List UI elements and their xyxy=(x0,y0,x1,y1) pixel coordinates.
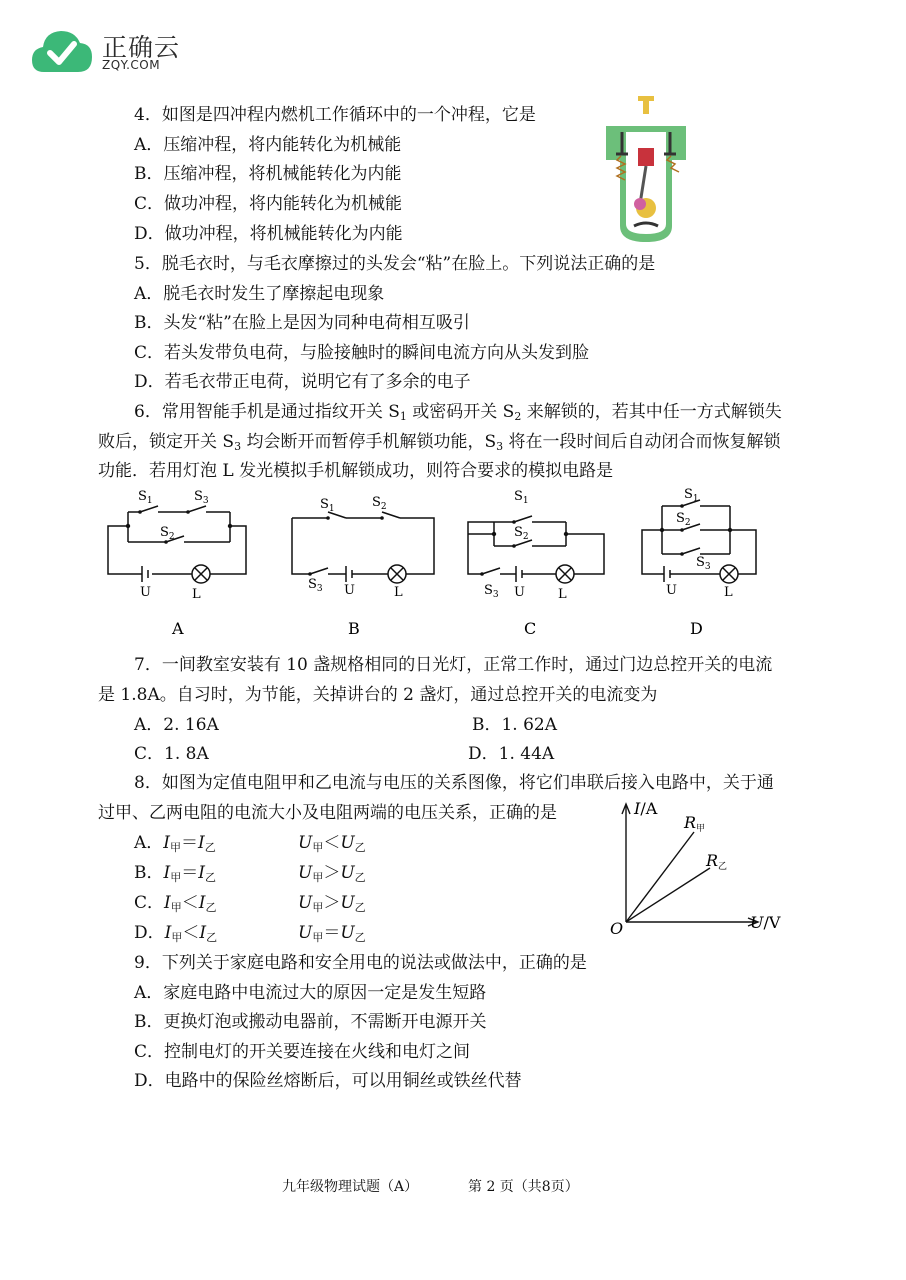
label-c-u: U xyxy=(514,585,525,600)
label-d-s2: $S_2$ xyxy=(676,511,691,528)
q7-option-c: C．1. 8A xyxy=(134,744,209,764)
line-r-jia xyxy=(626,832,694,922)
q7-option-d: D．1. 44A xyxy=(468,744,555,764)
circuit-label-b: B xyxy=(348,619,360,638)
q9-option-a: A．家庭电路中电流过大的原因一定是发生短路 xyxy=(134,983,487,1003)
q6-line-3: 功能．若用灯泡 L 发光模拟手机解锁成功，则符合要求的模拟电路是 xyxy=(98,461,614,481)
circuit-label-d: D xyxy=(690,619,703,638)
brand-domain: ZQY.COM xyxy=(102,58,161,72)
q6-line-1: 6．常用智能手机是通过指纹开关 $S_1$ 或密码开关 $S_2$ 来解锁的，若其中任一方式解锁失 xyxy=(134,402,782,423)
q7-option-a: A．2. 16A xyxy=(134,715,219,735)
label-b-u: U xyxy=(344,583,355,598)
origin-label: O xyxy=(610,919,624,938)
q4-option-b: B．压缩冲程，将机械能转化为内能 xyxy=(134,164,402,184)
q7-option-b: B．1. 62A xyxy=(472,715,558,735)
r-jia-label: R甲 xyxy=(684,813,706,834)
label-a-s3: $S_3$ xyxy=(194,489,209,506)
r-yi-label: R乙 xyxy=(706,851,728,872)
q5-stem: 5．脱毛衣时，与毛衣摩擦过的头发会“粘”在脸上。下列说法正确的是 xyxy=(134,254,656,274)
circuit-options-figure xyxy=(96,484,796,644)
label-b-l: L xyxy=(394,585,403,600)
label-c-s2: $S_2$ xyxy=(514,525,529,542)
label-d-s3: $S_3$ xyxy=(696,555,711,572)
q8-option-d: D．$I_甲<I_乙$ xyxy=(134,923,218,944)
cloud-check-icon xyxy=(30,26,94,76)
q8-option-a-u: $U_甲<U_乙$ xyxy=(298,833,366,854)
q9-stem: 9．下列关于家庭电路和安全用电的说法或做法中，正确的是 xyxy=(134,953,587,973)
q9-option-c: C．控制电灯的开关要连接在火线和电灯之间 xyxy=(134,1042,471,1062)
q8-line-2: 过甲、乙两电阻的电流大小及电阻两端的电压关系，正确的是 xyxy=(98,803,557,823)
q8-option-b: B．$I_甲=I_乙$ xyxy=(134,863,216,884)
label-a-s2: $S_2$ xyxy=(160,525,175,542)
iu-graph xyxy=(606,796,806,938)
label-d-s1: $S_1$ xyxy=(684,487,699,504)
q8-option-d-u: $U_甲=U_乙$ xyxy=(298,923,366,944)
q7-line-2: 是 1.8A。自习时，为节能，关掉讲台的 2 盏灯，通过总控开关的电流变为 xyxy=(98,685,658,705)
label-b-s1: $S_1$ xyxy=(320,497,335,514)
circuit-label-a: A xyxy=(172,619,184,638)
label-a-l: L xyxy=(192,587,201,602)
label-b-s2: $S_2$ xyxy=(372,495,387,512)
q5-option-d: D．若毛衣带正电荷，说明它有了多余的电子 xyxy=(134,372,471,392)
q8-line-1: 8．如图为定值电阻甲和乙电流与电压的关系图像，将它们串联后接入电路中，关于通 xyxy=(134,773,774,793)
q8-option-c: C．$I_甲<I_乙$ xyxy=(134,893,217,914)
label-c-s1: $S_1$ xyxy=(514,489,529,506)
line-r-yi xyxy=(626,868,710,922)
q4-stem: 4．如图是四冲程内燃机工作循环中的一个冲程，它是 xyxy=(134,105,536,125)
x-axis-label: U/V xyxy=(750,913,781,932)
brand-name: 正确云 xyxy=(102,33,181,62)
label-d-u: U xyxy=(666,583,677,598)
q7-line-1: 7．一间教室安装有 10 盏规格相同的日光灯，正常工作时，通过门边总控开关的电流 xyxy=(134,655,773,675)
q5-option-c: C．若头发带负电荷，与脸接触时的瞬间电流方向从头发到脸 xyxy=(134,343,590,363)
q9-option-d: D．电路中的保险丝熔断后，可以用铜丝或铁丝代替 xyxy=(134,1071,522,1091)
q4-option-c: C．做功冲程，将内能转化为机械能 xyxy=(134,194,403,214)
q4-option-d: D．做功冲程，将机械能转化为内能 xyxy=(134,224,403,244)
label-a-s1: $S_1$ xyxy=(138,489,153,506)
q5-option-b: B．头发“粘”在脸上是因为同种电荷相互吸引 xyxy=(134,313,470,333)
q6-line-2: 败后，锁定开关 $S_3$ 均会断开而暂停手机解锁功能，$S_3$ 将在一段时间后自动闭合而恢复解锁 xyxy=(98,432,781,453)
label-c-s3: $S_3$ xyxy=(484,583,499,600)
label-d-l: L xyxy=(724,585,733,600)
q4-option-a: A．压缩冲程，将内能转化为机械能 xyxy=(134,135,402,155)
circuit-label-c: C xyxy=(524,619,537,638)
q8-option-b-u: $U_甲>U_乙$ xyxy=(298,863,366,884)
q8-option-a: A．$I_甲=I_乙$ xyxy=(134,833,216,854)
footer-title: 九年级物理试题（A） xyxy=(282,1179,419,1195)
y-axis-label: I/A xyxy=(634,799,658,818)
label-c-l: L xyxy=(558,587,567,602)
footer-page-number: 第 2 页（共8页） xyxy=(468,1179,579,1195)
q8-option-c-u: $U_甲>U_乙$ xyxy=(298,893,366,914)
logo xyxy=(28,24,228,84)
label-a-u: U xyxy=(140,585,151,600)
label-b-s3: $S_3$ xyxy=(308,577,323,594)
q9-option-b: B．更换灯泡或搬动电器前，不需断开电源开关 xyxy=(134,1012,487,1032)
engine-stroke-diagram xyxy=(600,96,692,244)
q5-option-a: A．脱毛衣时发生了摩擦起电现象 xyxy=(134,284,385,304)
